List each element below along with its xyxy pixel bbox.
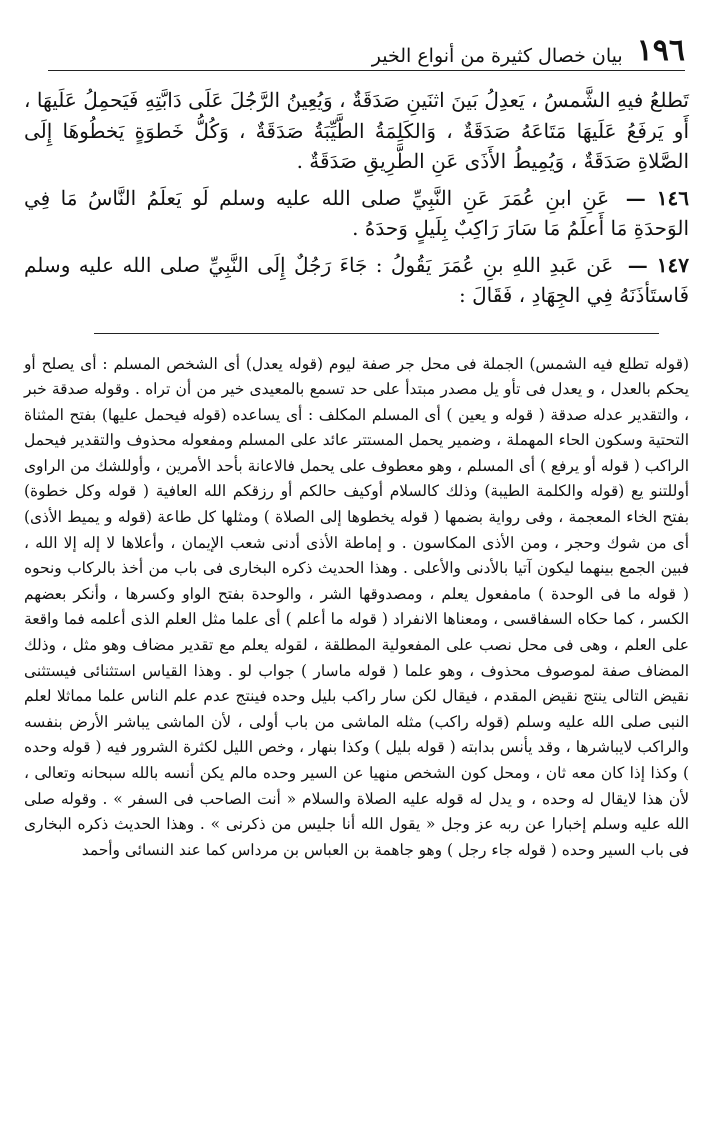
hadith-147	[24, 250, 689, 311]
hadith-text: عَن عَبدِ اللهِ بنِ عُمَرَ يَقُولُ : جَاءَ رَجُلٌ إِلَى النَّبِيِّ صلى الله عليه وسلم فَاستَأذَنَهُ فِي الجِهَادِ ، فَقَالَ :	[24, 252, 689, 307]
hadith-146	[24, 183, 689, 244]
page-number: ١٩٦	[636, 33, 685, 68]
section-divider	[94, 333, 659, 334]
commentary-paragraph: (قوله تطلع فيه الشمس) الجملة فى محل جر صفة ليوم (قوله يعدل) أى الشخص المسلم : أى يصلح أو يحكم بالعدل ، و يعدل فى تأو يل مصدر مبتدأ على حد تسمع بالمعيدى خير من أن تراه . وقوله صدقة خبر ، والتقدير عدله صدقة ( قوله و يعين ) أى المسلم المكلف : أى يساعده (قوله فيحمل عليها) بفتح المثناة التحتية وسكون الحاء المهملة ، وضمير يحمل المستتر عائد على المسلم ومفعوله محذوف والتقدير فيحمل الراكب ( قوله أو يرفع ) أى المسلم ، وهو معطوف على يحمل فالاعانة بأحد الأمرين ، وأوللشك من الراوى أوللتنو يع (قوله والكلمة الطيبة) وذلك كالسلام أوكيف حالكم أو رزقكم الله العافية ( قوله وكل خطوة) بفتح الخاء المعجمة ، وفى رواية بضمها ( قوله يخطوها إلى الصلاة ) ومثلها كل طاعة (قوله و يميط الأذى) أى من شوك وحجر ، ومن الأذى المكاسون . و إماطة الأذى أدنى شعب الإيمان ، وأعلاها لا إله إلا الله ، فبين الجمع بينهما ليكون آتيا بالأدنى والأعلى . وهذا الحديث ذكره البخارى فى باب من أخذ بالركاب ونحوه ( قوله ما فى الوحدة ) مامفعول يعلم ، ومصدوقها الشر ، والوحدة بفتح الواو وكسرها ، وأنكر بعضهم الكسر ، كما حكاه السفاقسى ، ومعناها الانفراد ( قوله ما أعلم ) أى علما مثل العلم الذى أعلمه فما واقعة على العلم ، وهى فى محل نصب على المفعولية المطلقة ، لقوله يعلم مع تقدير مضاف وهو مثل ، وذلك المضاف صفة لموصوف محذوف ، وهو علما ( قوله ماسار ) جواب لو . وهذا القياس استثنائى فيستثنى نقيض التالى ينتج نقيض المقدم ، فيقال لكن سار راكب بليل وحده فينتج عدم علم الناس علما مماثلا لعلم النبى صلى الله عليه وسلم (قوله راكب) مثله الماشى من باب أولى ، لأن الماشى يباشر الأرض بنفسه والراكب لايباشرها ، وقد يأنس بدابته ( قوله بليل ) وكذا بنهار ، وخص الليل لكثرة الشرور فيه ( قوله وحده ) وكذا إذا كان معه ثان ، ومحل كون الشخص منهيا عن السير وحده مالم يكن أنسه بالله سبحانه وتعالى ، لأن هذا لايقال له وحده ، و يدل له قوله عليه الصلاة والسلام « أنت الصاحب فى السفر » . وقوله صلى الله عليه وسلم إخبارا عن ربه عز وجل « يقول الله أنا جليس من ذكرنى » . وهذا الحديث ذكره البخارى فى باب السير وحده ( قوله جاء رجل ) وهو جاهمة بن العباس بن مرداس كما عند النسائى وأحمد	[24, 354, 689, 859]
main-text	[24, 85, 689, 311]
page-header	[48, 28, 685, 71]
hadith-number: ١٤٦ —	[625, 185, 690, 210]
running-title: بيان خصال كثيرة من أنواع الخير	[371, 45, 623, 67]
main-paragraph: تَطلعُ فيهِ الشَّمسُ ، يَعدِلُ بَينَ اثنَينِ صَدَقَةٌ ، وَيُعِينُ الرَّجُلَ عَلَى دَابَّتِهِ فَيَحمِلُ عَلَيهَا ، أَو يَرفَعُ عَلَيهَا مَتَاعَهُ صَدَقَةٌ ، وَالكَلِمَةُ الطَّيِّبَةُ صَدَقَةٌ ، وَكُلُّ خَطوَةٍ يَخطُوهَا إِلَى الصَّلاةِ صَدَقَةٌ ، وَيُمِيطُ الأَذَى عَنِ الطَّرِيقِ صَدَقَةٌ .	[24, 88, 689, 173]
hadith-number: ١٤٧ —	[627, 252, 689, 277]
hadith-text: عَنِ ابنِ عُمَرَ عَنِ النَّبِيِّ صلى الله عليه وسلم لَو يَعلَمُ النَّاسُ مَا فِي الوَحدَةِ مَا أَعلَمُ مَا سَارَ رَاكِبٌ بِلَيلٍ وَحدَهُ .	[24, 185, 689, 240]
commentary-notes	[24, 352, 689, 864]
